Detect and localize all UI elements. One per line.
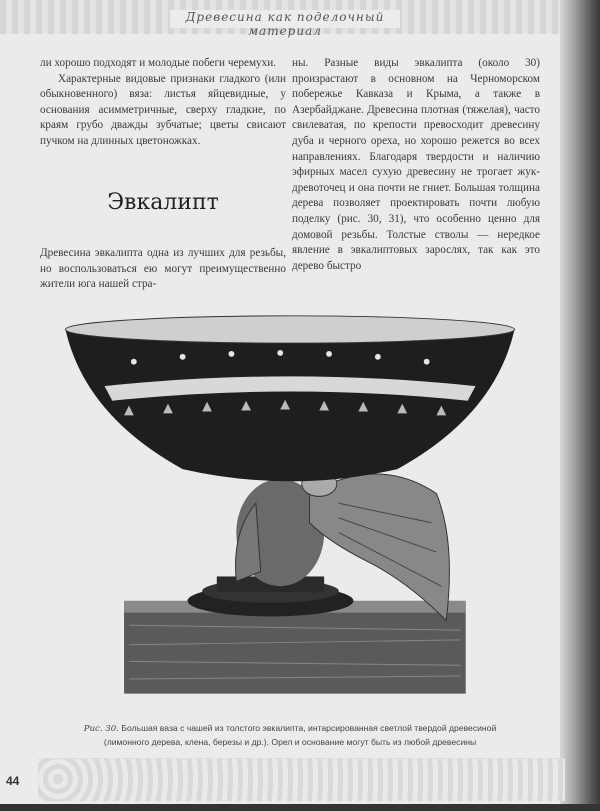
caption-text: Большая ваза с чашей из толстого эвкалипта, интарсированная светлой твердой древесиной (лимонного дерева, клена, березы и др.). Орел и основание могут быть из любой древесины bbox=[103, 723, 497, 747]
paragraph: Древесина эвкалипта одна из лучших для резьбы, но воспользоваться ею могут преимущественно жители юга нашей стра- bbox=[40, 247, 286, 291]
book-spine-shadow bbox=[560, 0, 600, 811]
running-header: Древесина как поделочный материал bbox=[170, 10, 400, 28]
right-column-text bbox=[292, 56, 540, 274]
paragraph: ли хорошо подходят и молодые побеги черемухи. bbox=[40, 57, 277, 69]
left-column-text bbox=[40, 56, 286, 150]
paragraph: ны. Разные виды эвкалипта (около 30) произрастают в основном на Черноморском побережье Кавказа и Крыма, а также в Азербайджане. Древесина плотная (тяжелая), часто свилеватая, по крепости превосходит древесину дуба и черного ореха, но хорошо режется во всех направлениях. Благодаря твердости и наличию эфирных масел сухую древесину не трогает жук-древоточец и она почти не гниет. Большая толщина дерева позволяет проектировать почти любую поделку (рис. 30, 31), что особенно ценно для домовой резьбы. Толстые стволы — нередкое явление в эвкалиптовых зарослях, так как это дерево быстро bbox=[292, 57, 540, 272]
figure-caption bbox=[60, 722, 520, 749]
paragraph: Характерные видовые признаки гладкого (или обыкновенного) вяза: листья яйцевидные, у основания асимметричные, сверху гладкие, по краям грубо дважды зубчатые; цветы свисают пучком на длинных цветоножках. bbox=[40, 72, 286, 147]
footer-ornament bbox=[38, 758, 565, 801]
section-heading: Эвкалипт bbox=[107, 190, 219, 215]
figure-label: Рис. 30. bbox=[83, 724, 119, 734]
page-number: 44 bbox=[6, 774, 20, 788]
page-edge bbox=[0, 804, 600, 811]
bowl bbox=[65, 316, 514, 481]
vase-illustration bbox=[40, 308, 540, 718]
left-column-text-2 bbox=[40, 246, 286, 293]
